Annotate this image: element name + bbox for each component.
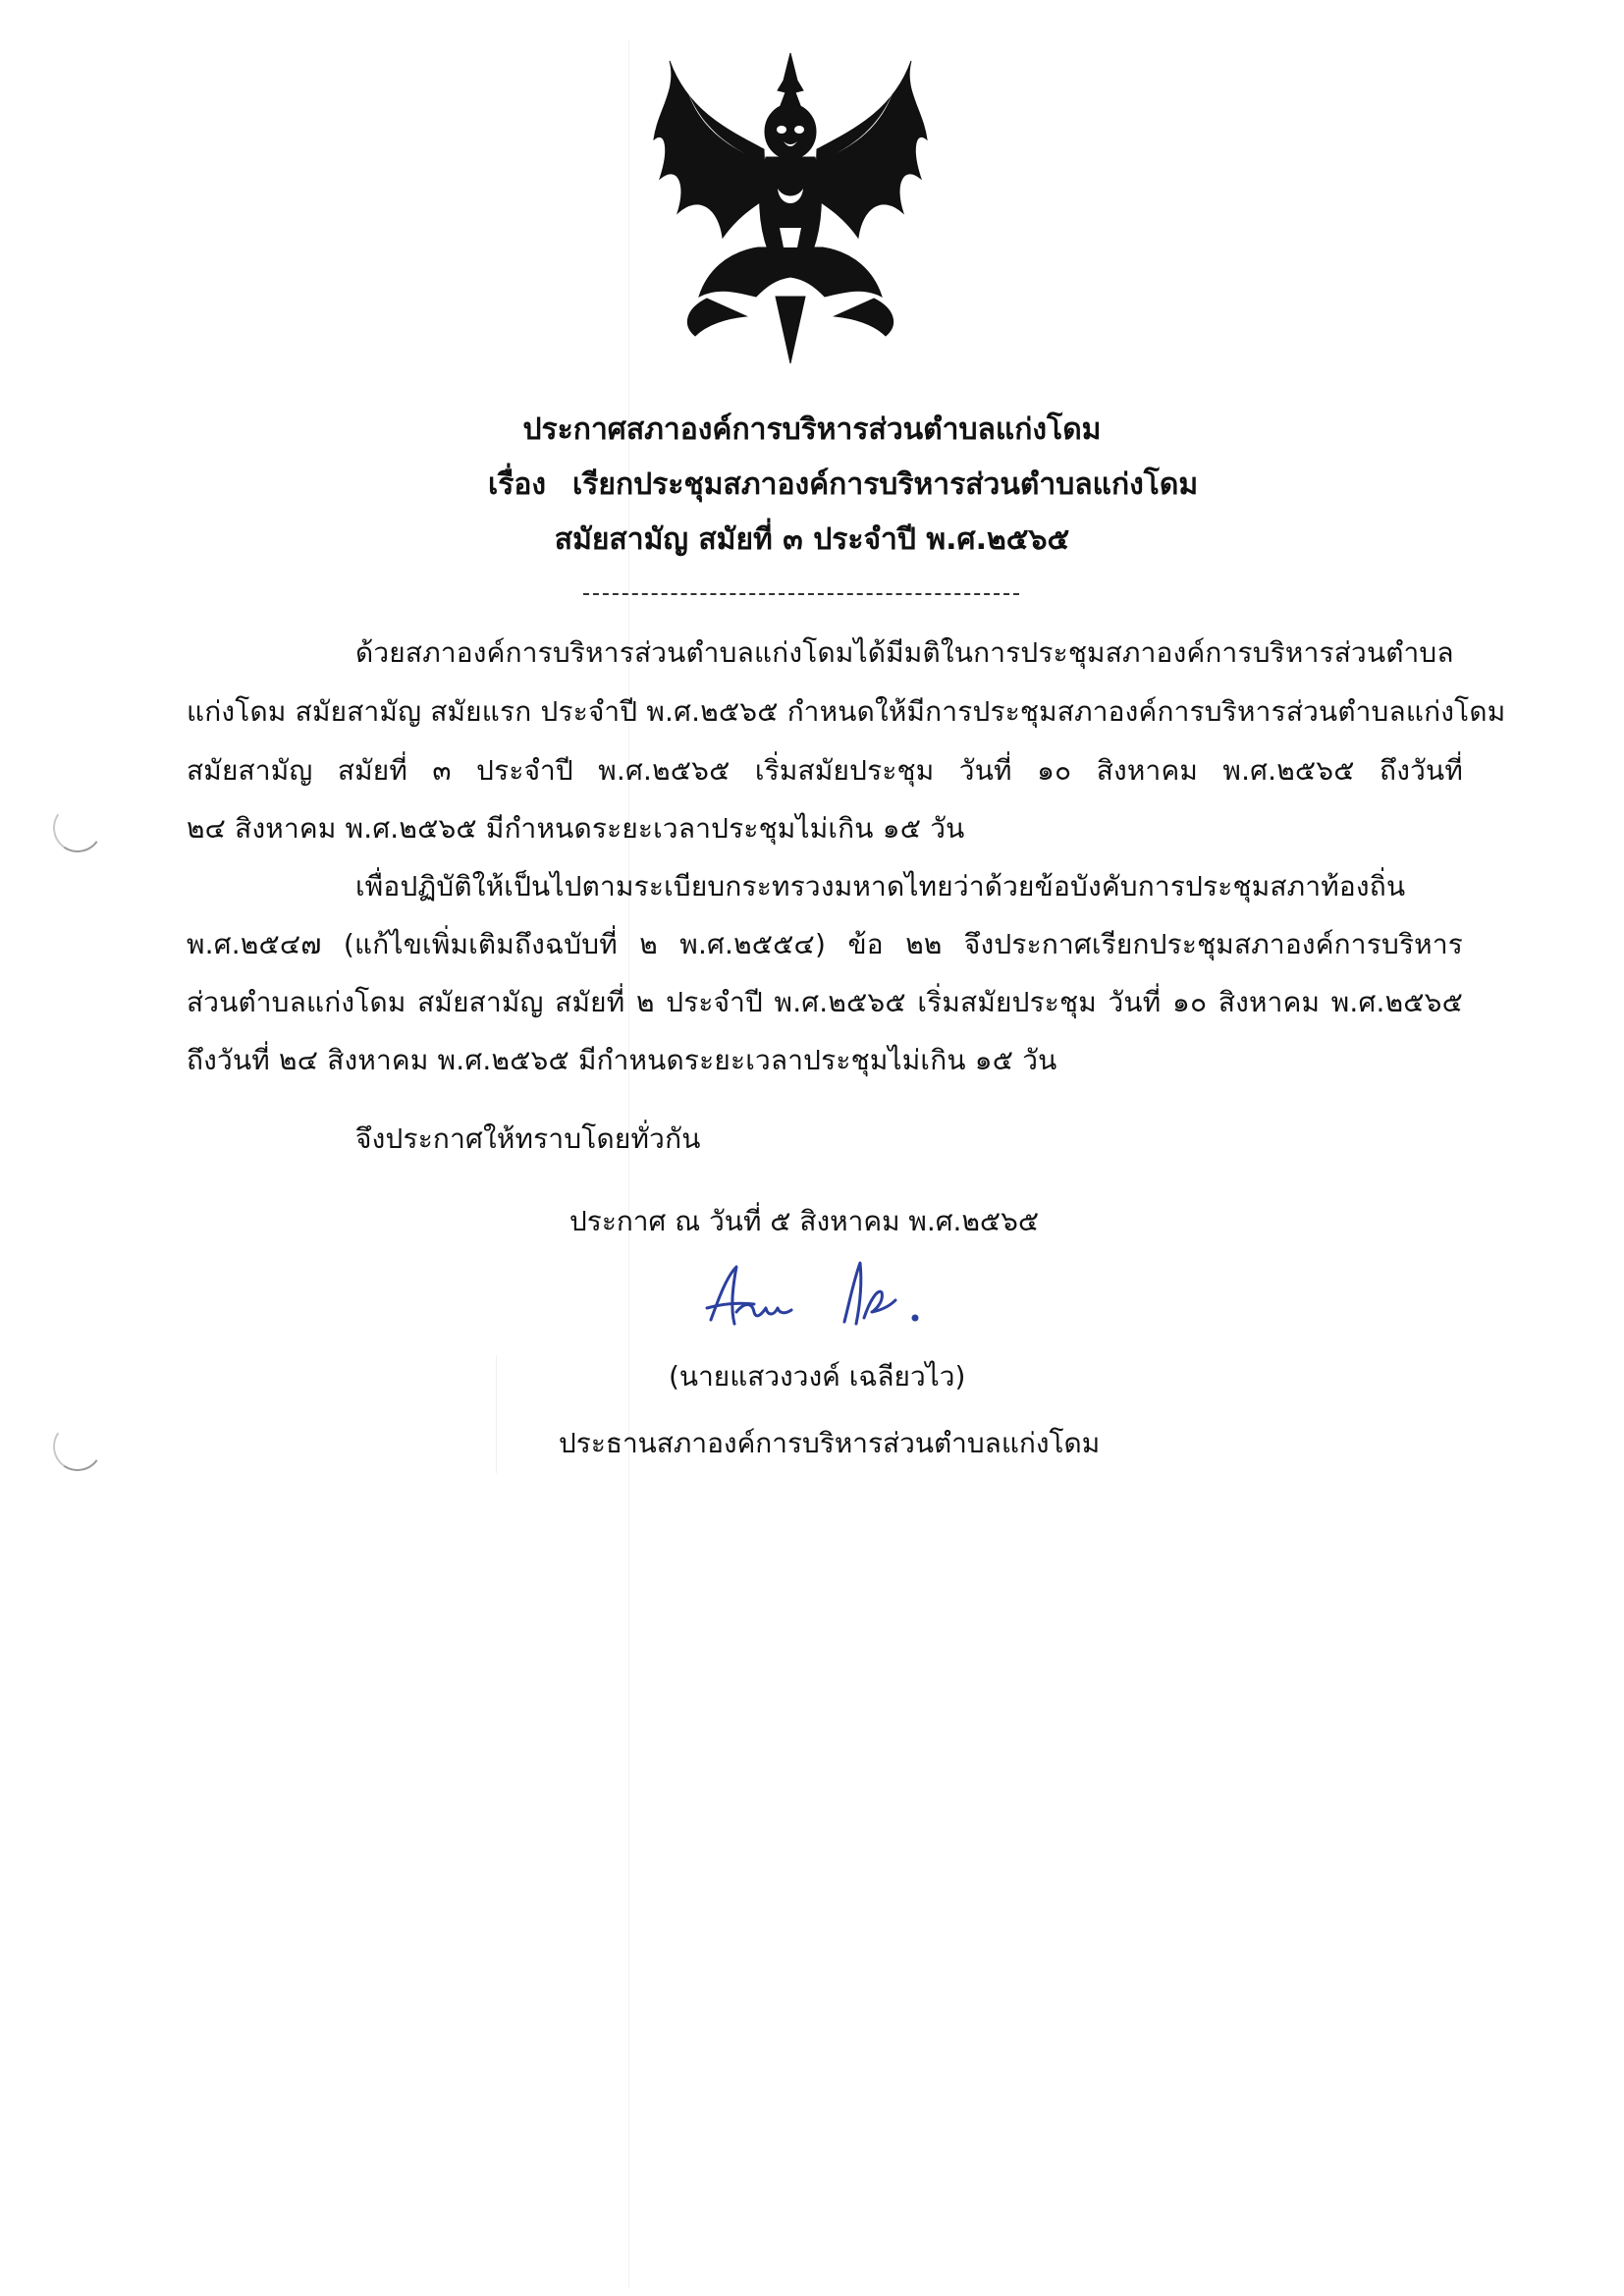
announce-line: จึงประกาศให้ทราบโดยทั่วกัน xyxy=(355,1122,701,1155)
subject-label: เรื่อง xyxy=(488,467,547,502)
announcement-title: ประกาศสภาองค์การบริหารส่วนตำบลแก่งโดม xyxy=(522,412,1102,447)
handwritten-signature-icon xyxy=(697,1259,943,1338)
subject-text: เรียกประชุมสภาองค์การบริหารส่วนตำบลแก่งโดม xyxy=(572,467,1199,502)
title-divider xyxy=(583,593,1019,595)
scan-fold-line xyxy=(628,39,629,2288)
signer-position: ประธานสภาองค์การบริหารส่วนตำบลแก่งโดม xyxy=(559,1427,1101,1459)
subject-line xyxy=(488,465,1198,505)
paragraph2-line: เพื่อปฏิบัติให้เป็นไปตามระเบียบกระทรวงมหาดไทยว่าด้วยข้อบังคับการประชุมสภาท้องถิ่น xyxy=(355,870,1406,902)
paragraph1-line: แก่งโดม สมัยสามัญ สมัยแรก ประจำปี พ.ศ.๒๕๖๕ กำหนดให้มีการประชุมสภาองค์การบริหารส่วนตำบลแก่งโดม xyxy=(187,695,1506,728)
paragraph2-line: ถึงวันที่ ๒๔ สิงหาคม พ.ศ.๒๕๖๕ มีกำหนดระยะเวลาประชุมไม่เกิน ๑๕ วัน xyxy=(187,1044,1057,1076)
paragraph1-line: ด้วยสภาองค์การบริหารส่วนตำบลแก่งโดมได้มีมติในการประชุมสภาองค์การบริหารส่วนตำบล xyxy=(355,636,1454,669)
scan-fold-line xyxy=(496,1355,497,1473)
punch-hole-mark xyxy=(49,1418,106,1475)
garuda-emblem-icon xyxy=(648,51,933,365)
session-title: สมัยสามัญ สมัยที่ ๓ ประจำปี พ.ศ.๒๕๖๕ xyxy=(554,522,1070,557)
signer-name: (นายแสวงวงค์ เฉลียวไว) xyxy=(669,1360,966,1393)
date-line: ประกาศ ณ วันที่ ๕ สิงหาคม พ.ศ.๒๕๖๕ xyxy=(569,1205,1040,1237)
punch-hole-mark xyxy=(49,799,106,856)
paragraph2-line: ส่วนตำบลแก่งโดม สมัยสามัญ สมัยที่ ๒ ประจำปี พ.ศ.๒๕๖๕ เริ่มสมัยประชุม วันที่ ๑๐ สิงหาคม พ.ศ.๒๕๖๕ xyxy=(187,986,1463,1018)
paragraph1-line: ๒๔ สิงหาคม พ.ศ.๒๕๖๕ มีกำหนดระยะเวลาประชุมไม่เกิน ๑๕ วัน xyxy=(187,812,965,845)
paragraph2-line: พ.ศ.๒๕๔๗ (แก้ไขเพิ่มเติมถึงฉบับที่ ๒ พ.ศ.๒๕๕๔) ข้อ ๒๒ จึงประกาศเรียกประชุมสภาองค์การบริหาร xyxy=(187,928,1463,960)
paragraph1-line: สมัยสามัญ สมัยที่ ๓ ประจำปี พ.ศ.๒๕๖๕ เริ่มสมัยประชุม วันที่ ๑๐ สิงหาคม พ.ศ.๒๕๖๕ ถึงวันที่ xyxy=(187,754,1463,787)
